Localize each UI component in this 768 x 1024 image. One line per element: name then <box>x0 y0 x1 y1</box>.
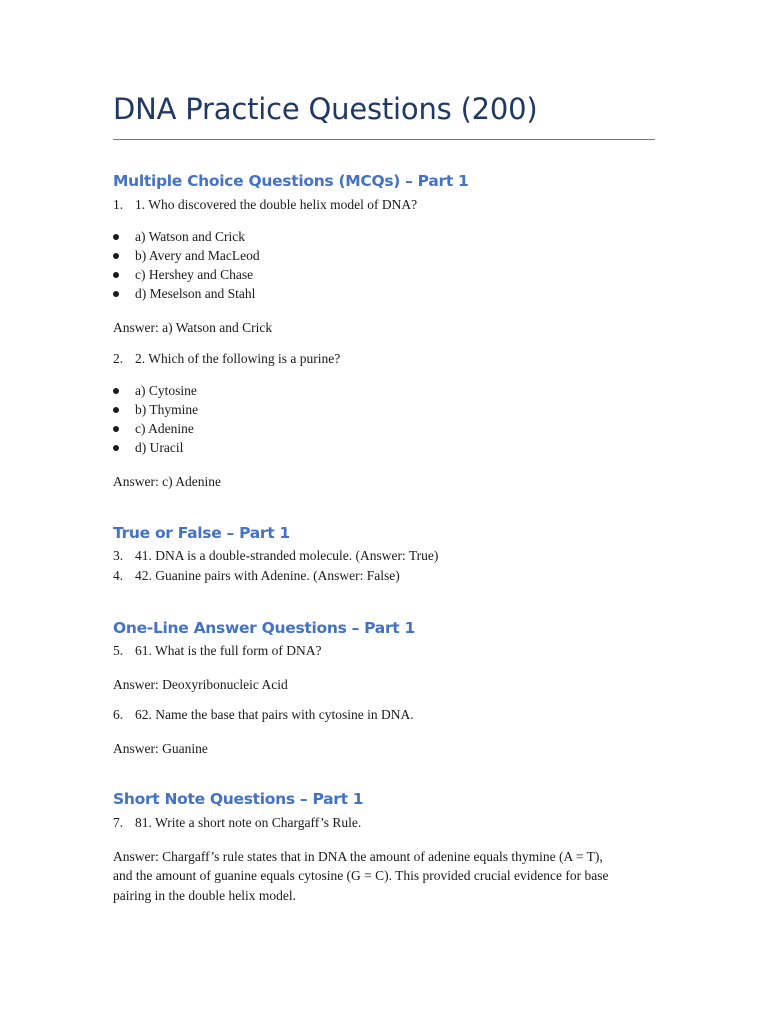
answer-text: Answer: a) Watson and Crick <box>113 320 273 335</box>
option-item: d) Meselson and Stahl <box>135 286 256 301</box>
section-heading-short-note: Short Note Questions – Part 1 <box>113 790 364 808</box>
question-text: 81. Write a short note on Chargaff’s Rule. <box>135 815 362 830</box>
question-number: 1. <box>113 197 124 212</box>
section-heading-mcq: Multiple Choice Questions (MCQs) – Part 1 <box>113 172 469 190</box>
question-number: 3. <box>113 548 124 563</box>
question-text: 1. Who discovered the double helix model of DNA? <box>135 197 418 212</box>
answer-text-line: and the amount of guanine equals cytosine (G = C). This provided crucial evidence for base <box>113 868 609 883</box>
option-item: c) Hershey and Chase <box>135 267 254 282</box>
option-item: a) Cytosine <box>135 383 197 398</box>
option-item: d) Uracil <box>135 440 184 455</box>
section-heading-one-line: One-Line Answer Questions – Part 1 <box>113 619 415 637</box>
bullet-icon <box>113 388 119 394</box>
answer-text-line: pairing in the double helix model. <box>113 888 296 903</box>
bullet-icon <box>113 234 119 240</box>
option-item: a) Watson and Crick <box>135 229 246 244</box>
bullet-icon <box>113 445 119 451</box>
question-number: 2. <box>113 351 124 366</box>
answer-text: Answer: c) Adenine <box>113 474 221 489</box>
question-number: 4. <box>113 568 124 583</box>
question-number: 5. <box>113 643 124 658</box>
answer-text: Answer: Deoxyribonucleic Acid <box>113 677 288 692</box>
question-number: 7. <box>113 815 124 830</box>
section-heading-true-false: True or False – Part 1 <box>113 524 290 542</box>
question-text: 62. Name the base that pairs with cytosine in DNA. <box>135 707 414 722</box>
bullet-icon <box>113 426 119 432</box>
question-text: 61. What is the full form of DNA? <box>135 643 322 658</box>
option-item: c) Adenine <box>135 421 194 436</box>
option-item: b) Avery and MacLeod <box>135 248 260 263</box>
bullet-icon <box>113 272 119 278</box>
answer-text-line: Answer: Chargaff’s rule states that in DNA the amount of adenine equals thymine (A = T), <box>113 849 603 864</box>
title-underline <box>113 139 655 140</box>
option-item: b) Thymine <box>135 402 199 417</box>
answer-text: Answer: Guanine <box>113 741 208 756</box>
question-text: 2. Which of the following is a purine? <box>135 351 341 366</box>
bullet-icon <box>113 407 119 413</box>
question-number: 6. <box>113 707 124 722</box>
question-text: 41. DNA is a double-stranded molecule. (Answer: True) <box>135 548 439 563</box>
bullet-icon <box>113 253 119 259</box>
question-text: 42. Guanine pairs with Adenine. (Answer: False) <box>135 568 400 583</box>
bullet-icon <box>113 291 119 297</box>
document-title: DNA Practice Questions (200) <box>113 92 538 126</box>
